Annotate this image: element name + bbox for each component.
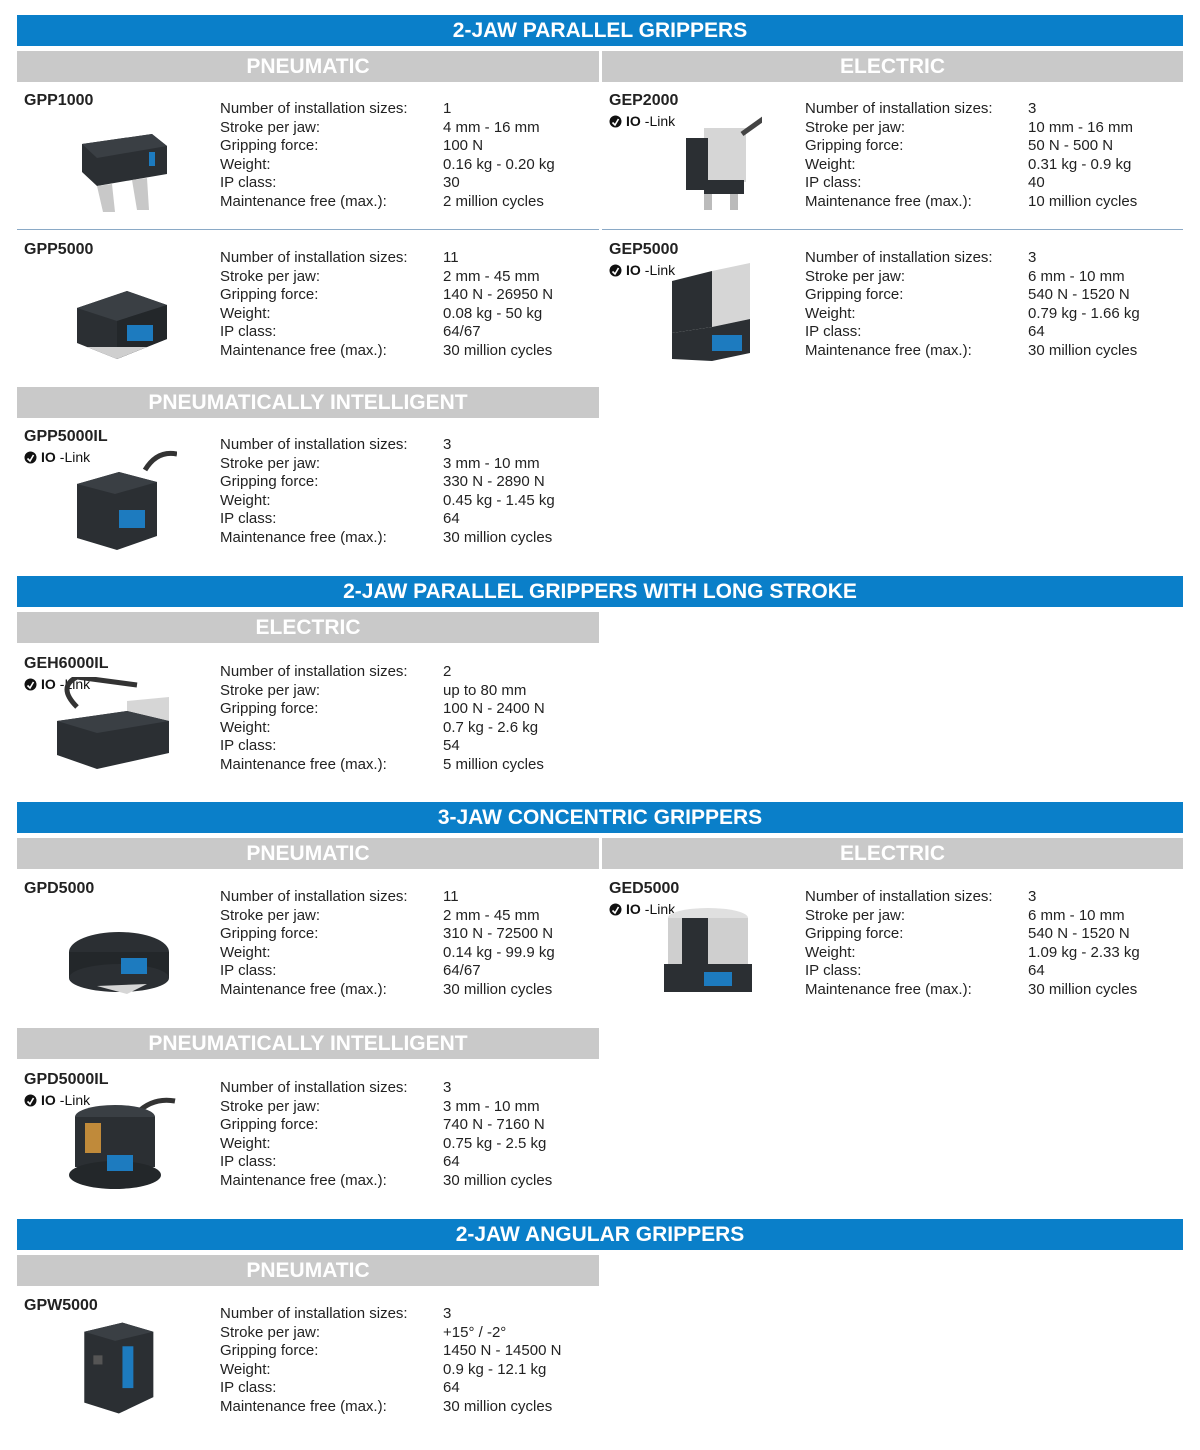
io-link-icon: [609, 903, 622, 916]
product-name: GEP5000: [609, 241, 679, 258]
gripper-image-geh6000il: [57, 677, 177, 777]
spec-table: Number of installation sizes: 3 Stroke per jaw: 10 mm - 16 mm Gripping force: 50 N - 500 N Weight: 0.31 kg - 0.9 kg IP class: 40 Maintenance free (max.): 10 million cycles: [805, 100, 1138, 210]
product-name: GEH6000IL: [24, 655, 109, 672]
io-link-badge: IO -Link: [609, 262, 675, 278]
gripper-image-gep5000: [642, 263, 762, 363]
io-link-badge: IO -Link: [609, 901, 675, 917]
gripper-image-gep2000: [642, 114, 762, 214]
spec-table: Number of installation sizes: 2 Stroke per jaw: up to 80 mm Gripping force: 100 N - 2400 N Weight: 0.7 kg - 2.6 kg IP class: 54 Maintenance free (max.): 5 million cycles: [220, 663, 545, 773]
product-gpp5000il: [17, 428, 597, 578]
gripper-image-ged5000: [642, 902, 762, 1002]
subsection-pneumatic: PNEUMATIC: [17, 51, 599, 82]
io-link-badge: IO -Link: [24, 676, 90, 692]
product-name: GPP5000IL: [24, 428, 108, 445]
gripper-image-gpw5000: [57, 1319, 177, 1419]
product-name: GED5000: [609, 880, 680, 897]
product-gep5000: [602, 241, 1182, 391]
subsection-pneumatic: PNEUMATIC: [17, 838, 599, 869]
spec-table: Number of installation sizes: 3 Stroke per jaw: 3 mm - 10 mm Gripping force: 740 N - 7160 N Weight: 0.75 kg - 2.5 kg IP class: 64 Maintenance free (max.): 30 million cycles: [220, 1079, 553, 1189]
spec-table: Number of installation sizes: 1 Stroke per jaw: 4 mm - 16 mm Gripping force: 100 N Weight: 0.16 kg - 0.20 kg IP class: 30 Maintenance free (max.): 2 million cycles: [220, 100, 555, 210]
io-link-badge: IO -Link: [24, 449, 90, 465]
io-link-icon: [609, 264, 622, 277]
subsection-pneumatic: PNEUMATIC: [17, 1255, 599, 1286]
subsection-electric: ELECTRIC: [17, 612, 599, 643]
subsection-pneumatically-intelligent: PNEUMATICALLY INTELLIGENT: [17, 1028, 599, 1059]
product-name: GPP5000: [24, 241, 94, 258]
section-title-2-jaw-parallel: 2-JAW PARALLEL GRIPPERS: [17, 15, 1183, 46]
gripper-image-gpp5000il: [57, 450, 177, 550]
spec-table: Number of installation sizes: 3 Stroke per jaw: 6 mm - 10 mm Gripping force: 540 N - 1520 N Weight: 0.79 kg - 1.66 kg IP class: 64 Maintenance free (max.): 30 million cycles: [805, 249, 1140, 359]
spec-table: Number of installation sizes: 3 Stroke per jaw: 6 mm - 10 mm Gripping force: 540 N - 1520 N Weight: 1.09 kg - 2.33 kg IP class: 64 Maintenance free (max.): 30 million cycles: [805, 888, 1140, 998]
product-name: GPP1000: [24, 92, 94, 109]
io-link-badge: IO -Link: [609, 113, 675, 129]
subsection-electric: ELECTRIC: [602, 51, 1183, 82]
product-ged5000: [602, 880, 1182, 1030]
subsection-electric: ELECTRIC: [602, 838, 1183, 869]
gripper-image-gpp1000: [57, 114, 177, 214]
section-title-3-jaw-concentric: 3-JAW CONCENTRIC GRIPPERS: [17, 802, 1183, 833]
spec-table: Number of installation sizes: 11 Stroke per jaw: 2 mm - 45 mm Gripping force: 140 N - 26950 N Weight: 0.08 kg - 50 kg IP class: 64/67 Maintenance free (max.): 30 million cycles: [220, 249, 554, 359]
section-title-2-jaw-angular: 2-JAW ANGULAR GRIPPERS: [17, 1219, 1183, 1250]
subsection-pneumatically-intelligent: PNEUMATICALLY INTELLIGENT: [17, 387, 599, 418]
io-link-icon: [24, 678, 37, 691]
product-name: GPD5000IL: [24, 1071, 109, 1088]
product-gep2000: [602, 92, 1182, 242]
section-title-2-jaw-long-stroke: 2-JAW PARALLEL GRIPPERS WITH LONG STROKE: [17, 576, 1183, 607]
product-gpw5000: [17, 1297, 597, 1447]
io-link-icon: [24, 1094, 37, 1107]
spec-table: Number of installation sizes: 11 Stroke per jaw: 2 mm - 45 mm Gripping force: 310 N - 72500 N Weight: 0.14 kg - 99.9 kg IP class: 64/67 Maintenance free (max.): 30 million cycles: [220, 888, 555, 998]
gripper-image-gpd5000il: [57, 1093, 177, 1193]
divider: [602, 229, 1183, 230]
product-gpp5000: [17, 241, 597, 391]
divider: [17, 229, 599, 230]
product-geh6000il: [17, 655, 597, 805]
spec-table: Number of installation sizes: 3 Stroke per jaw: 3 mm - 10 mm Gripping force: 330 N - 2890 N Weight: 0.45 kg - 1.45 kg IP class: 64 Maintenance free (max.): 30 million cycles: [220, 436, 555, 546]
product-gpd5000: [17, 880, 597, 1030]
product-gpd5000il: [17, 1071, 597, 1221]
io-link-icon: [24, 451, 37, 464]
io-link-badge: IO -Link: [24, 1092, 90, 1108]
product-name: GEP2000: [609, 92, 679, 109]
product-gpp1000: [17, 92, 597, 242]
io-link-icon: [609, 115, 622, 128]
gripper-image-gpp5000: [57, 263, 177, 363]
product-name: GPD5000: [24, 880, 95, 897]
spec-table: Number of installation sizes: 3 Stroke per jaw: +15° / -2° Gripping force: 1450 N - 14500 N Weight: 0.9 kg - 12.1 kg IP class: 64 Maintenance free (max.): 30 million cycles: [220, 1305, 562, 1415]
product-name: GPW5000: [24, 1297, 98, 1314]
gripper-image-gpd5000: [57, 902, 177, 1002]
